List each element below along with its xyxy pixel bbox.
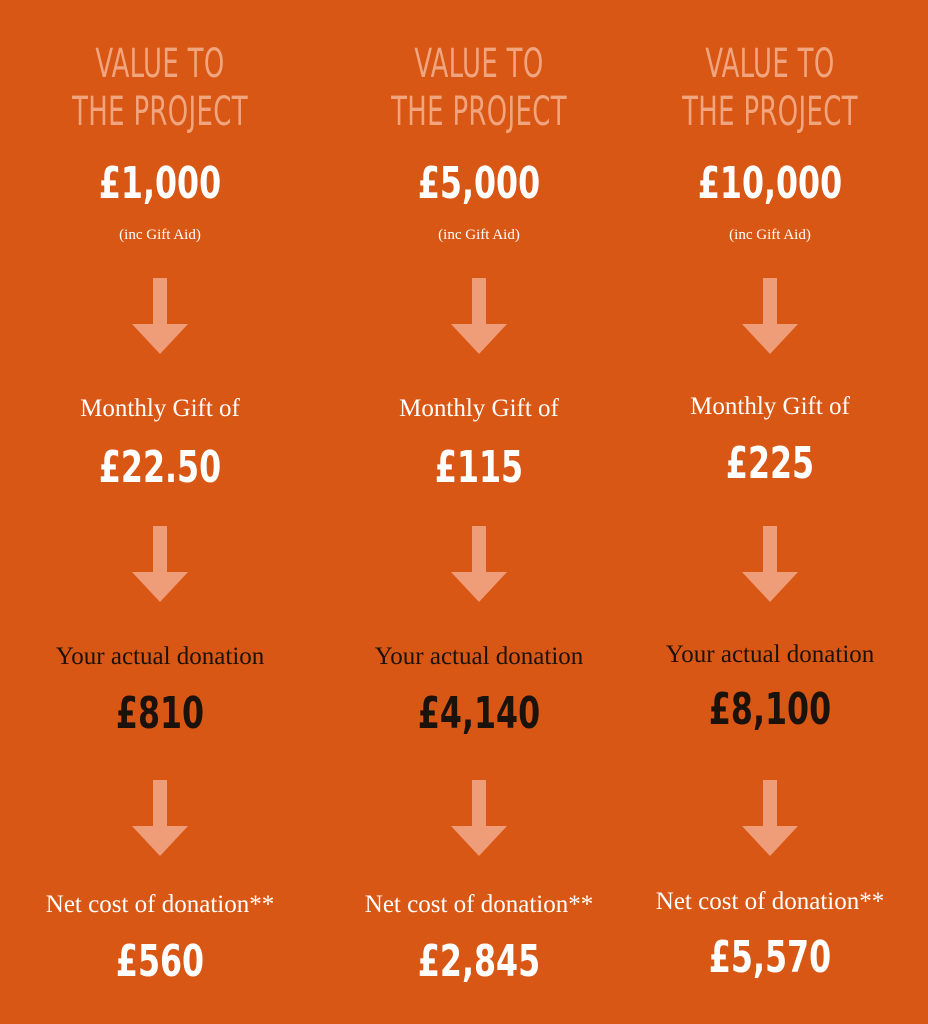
- donation-column-10000: [620, 0, 920, 1024]
- monthly-gift-label: Monthly Gift of: [80, 395, 240, 422]
- total-value: £10,000: [697, 158, 843, 209]
- net-cost-label: Net cost of donation**: [655, 888, 885, 915]
- monthly-gift-label: Monthly Gift of: [399, 395, 559, 422]
- actual-donation-label: Your actual donation: [55, 643, 265, 670]
- heading-line-1: VALUE TO: [705, 41, 835, 87]
- donation-column-5000: [329, 0, 629, 1024]
- actual-donation-value: £4,140: [417, 688, 541, 739]
- donation-column-1000: [10, 0, 310, 1024]
- heading-line-2: THE PROJECT: [682, 89, 858, 135]
- net-cost-value: £2,845: [417, 936, 541, 987]
- monthly-gift-value: £115: [434, 442, 524, 493]
- gift-aid-note: (inc Gift Aid): [438, 227, 520, 243]
- net-cost-value: £5,570: [708, 932, 832, 983]
- actual-donation-label: Your actual donation: [665, 641, 875, 668]
- down-arrow-icon: [451, 780, 507, 856]
- actual-donation-value: £8,100: [708, 684, 832, 735]
- gift-aid-note: (inc Gift Aid): [119, 227, 201, 243]
- monthly-gift-value: £225: [725, 438, 815, 489]
- down-arrow-icon: [451, 526, 507, 602]
- total-value: £1,000: [98, 158, 222, 209]
- down-arrow-icon: [742, 780, 798, 856]
- column-heading: [52, 40, 268, 136]
- total-value: £5,000: [417, 158, 541, 209]
- column-heading: [662, 40, 878, 136]
- column-heading: [371, 40, 587, 136]
- heading-line-1: VALUE TO: [414, 41, 544, 87]
- heading-line-1: VALUE TO: [95, 41, 225, 87]
- actual-donation-value: £810: [115, 688, 205, 739]
- net-cost-value: £560: [115, 936, 205, 987]
- down-arrow-icon: [132, 526, 188, 602]
- down-arrow-icon: [742, 526, 798, 602]
- actual-donation-label: Your actual donation: [374, 643, 584, 670]
- down-arrow-icon: [451, 278, 507, 354]
- heading-line-2: THE PROJECT: [391, 89, 567, 135]
- gift-aid-note: (inc Gift Aid): [729, 227, 811, 243]
- net-cost-label: Net cost of donation**: [364, 891, 594, 918]
- heading-line-2: THE PROJECT: [72, 89, 248, 135]
- monthly-gift-value: £22.50: [98, 442, 222, 493]
- down-arrow-icon: [132, 780, 188, 856]
- monthly-gift-label: Monthly Gift of: [690, 393, 850, 420]
- down-arrow-icon: [132, 278, 188, 354]
- down-arrow-icon: [742, 278, 798, 354]
- net-cost-label: Net cost of donation**: [45, 891, 275, 918]
